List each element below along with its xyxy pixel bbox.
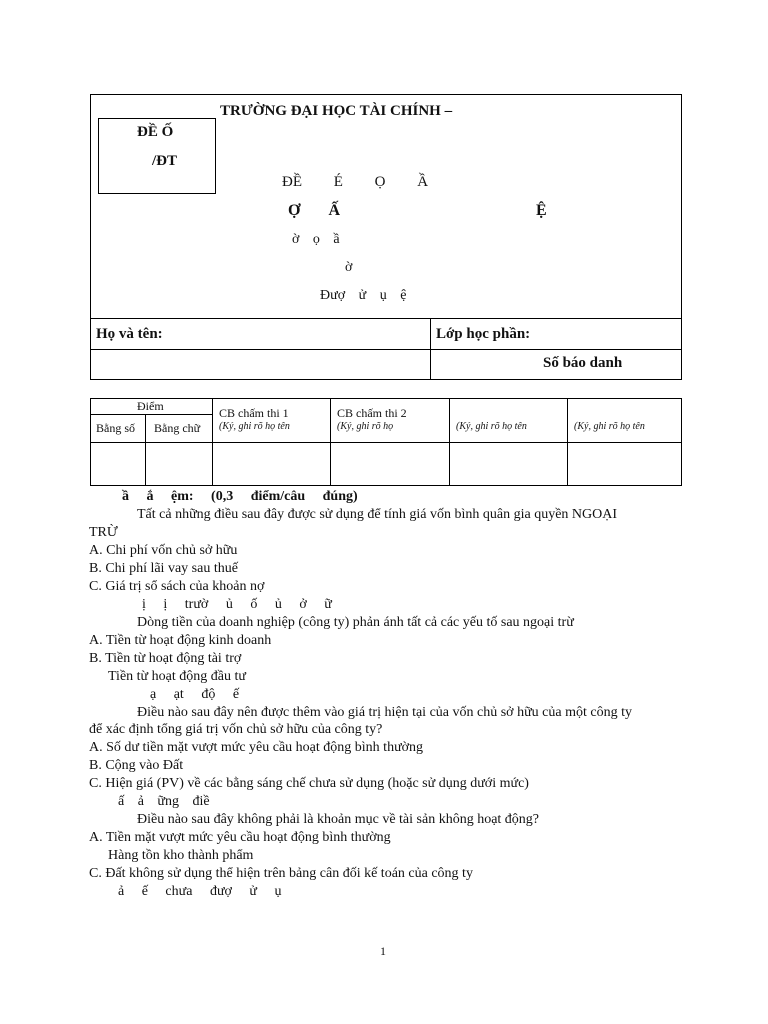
q1-option-c: C. Giá trị sổ sách của khoản nợ xyxy=(89,579,265,594)
q3-option-d: ấ ả ững điề xyxy=(118,794,210,809)
grader2-label: CB chấm thi 2 xyxy=(337,406,407,420)
q4-option-c: C. Đất không sử dụng thể hiện trên bảng cân đối kế toán của công ty xyxy=(89,866,473,881)
section-title: ầ ắ ệm: (0,3 điểm/câu đúng) xyxy=(122,489,358,504)
header-divider xyxy=(90,318,682,319)
exam-code-line2: /ĐT xyxy=(152,153,178,169)
grading-col-line-1 xyxy=(145,414,146,486)
q2-option-b: B. Tiền từ hoạt động tài trợ xyxy=(89,651,242,666)
q4-stem-line1: Điều nào sau đây không phải là khoản mục về tài sản không hoạt động? xyxy=(137,812,540,827)
exam-title-line3: ờ ọ ầ xyxy=(292,232,340,247)
grading-col-line-5 xyxy=(567,398,568,486)
q2-option-d: ạ ạt độ ế xyxy=(150,687,240,702)
q2-option-c: Tiền từ hoạt động đầu tư xyxy=(108,669,246,684)
grading-col-line-4 xyxy=(449,398,450,486)
q1-option-d: ị ị trườ ủ ố ủ ở ữ xyxy=(142,597,332,612)
student-vertical-divider xyxy=(430,318,431,380)
score-label: Điểm xyxy=(137,399,164,413)
exam-title-line1: ĐỀ É Ọ Ầ xyxy=(282,174,429,190)
score-by-words: Bằng chữ xyxy=(154,421,201,435)
grader1-label: CB chấm thi 1 xyxy=(219,406,289,420)
q1-stem-line2: TRỪ xyxy=(89,525,118,540)
score-subheader-line xyxy=(90,414,212,415)
q3-option-b: B. Cộng vào Đất xyxy=(89,758,184,773)
exam-title-line2-right: Ệ xyxy=(536,202,547,219)
exam-title-line5: Đượ ử ụ ệ xyxy=(320,288,407,303)
q4-option-d: ả ế chưa đượ ử ụ xyxy=(118,884,282,899)
grading-col-line-3 xyxy=(330,398,331,486)
grader2-note: (Ký, ghi rõ họ xyxy=(337,421,394,432)
q3-option-c: C. Hiện giá (PV) về các bằng sáng chế chưa sử dụng (hoặc sử dụng dưới mức) xyxy=(89,776,529,791)
col5-note: (Ký, ghi rõ họ tên xyxy=(456,421,527,432)
q4-option-a: A. Tiền mặt vượt mức yêu cầu hoạt động bình thường xyxy=(89,830,391,845)
q3-option-a: A. Số dư tiền mặt vượt mức yêu cầu hoạt động bình thường xyxy=(89,740,424,755)
grading-row-line xyxy=(90,442,682,443)
score-by-number: Bằng số xyxy=(96,421,135,435)
student-name-label: Họ và tên: xyxy=(96,326,163,342)
q4-option-b: Hàng tồn kho thành phẩm xyxy=(108,848,254,863)
q1-option-a: A. Chi phí vốn chủ sở hữu xyxy=(89,543,238,558)
q3-stem-line1: Điều nào sau đây nên được thêm vào giá trị hiện tại của vốn chủ sở hữu của một công ty xyxy=(137,705,632,720)
student-id-label: Số báo danh xyxy=(543,355,623,371)
q2-option-a: A. Tiền từ hoạt động kinh doanh xyxy=(89,633,272,648)
q1-option-b: B. Chi phí lãi vay sau thuế xyxy=(89,561,238,576)
grader1-note: (Ký, ghi rõ họ tên xyxy=(219,421,290,432)
class-label: Lớp học phần: xyxy=(436,326,531,342)
exam-title-line2-left: Ợ Ấ xyxy=(288,202,340,219)
q3-stem-line2: để xác định tổng giá trị vốn chủ sở hữu của công ty? xyxy=(89,722,383,737)
name-row-divider xyxy=(90,349,682,350)
school-name: TRƯỜNG ĐẠI HỌC TÀI CHÍNH – xyxy=(220,103,453,119)
exam-code-line1: ĐỀ Ố xyxy=(137,124,174,140)
grading-col-line-2 xyxy=(212,398,213,486)
q2-stem-line1: Dòng tiền của doanh nghiệp (công ty) phản ánh tất cả các yếu tố sau ngoại trừ xyxy=(137,615,574,630)
exam-title-line4: ờ xyxy=(345,260,353,275)
col6-note: (Ký, ghi rõ họ tên xyxy=(574,421,645,432)
q1-stem-line1: Tất cả những điều sau đây được sử dụng để tính giá vốn bình quân gia quyền NGOẠI xyxy=(137,507,618,522)
page-number: 1 xyxy=(380,944,386,958)
